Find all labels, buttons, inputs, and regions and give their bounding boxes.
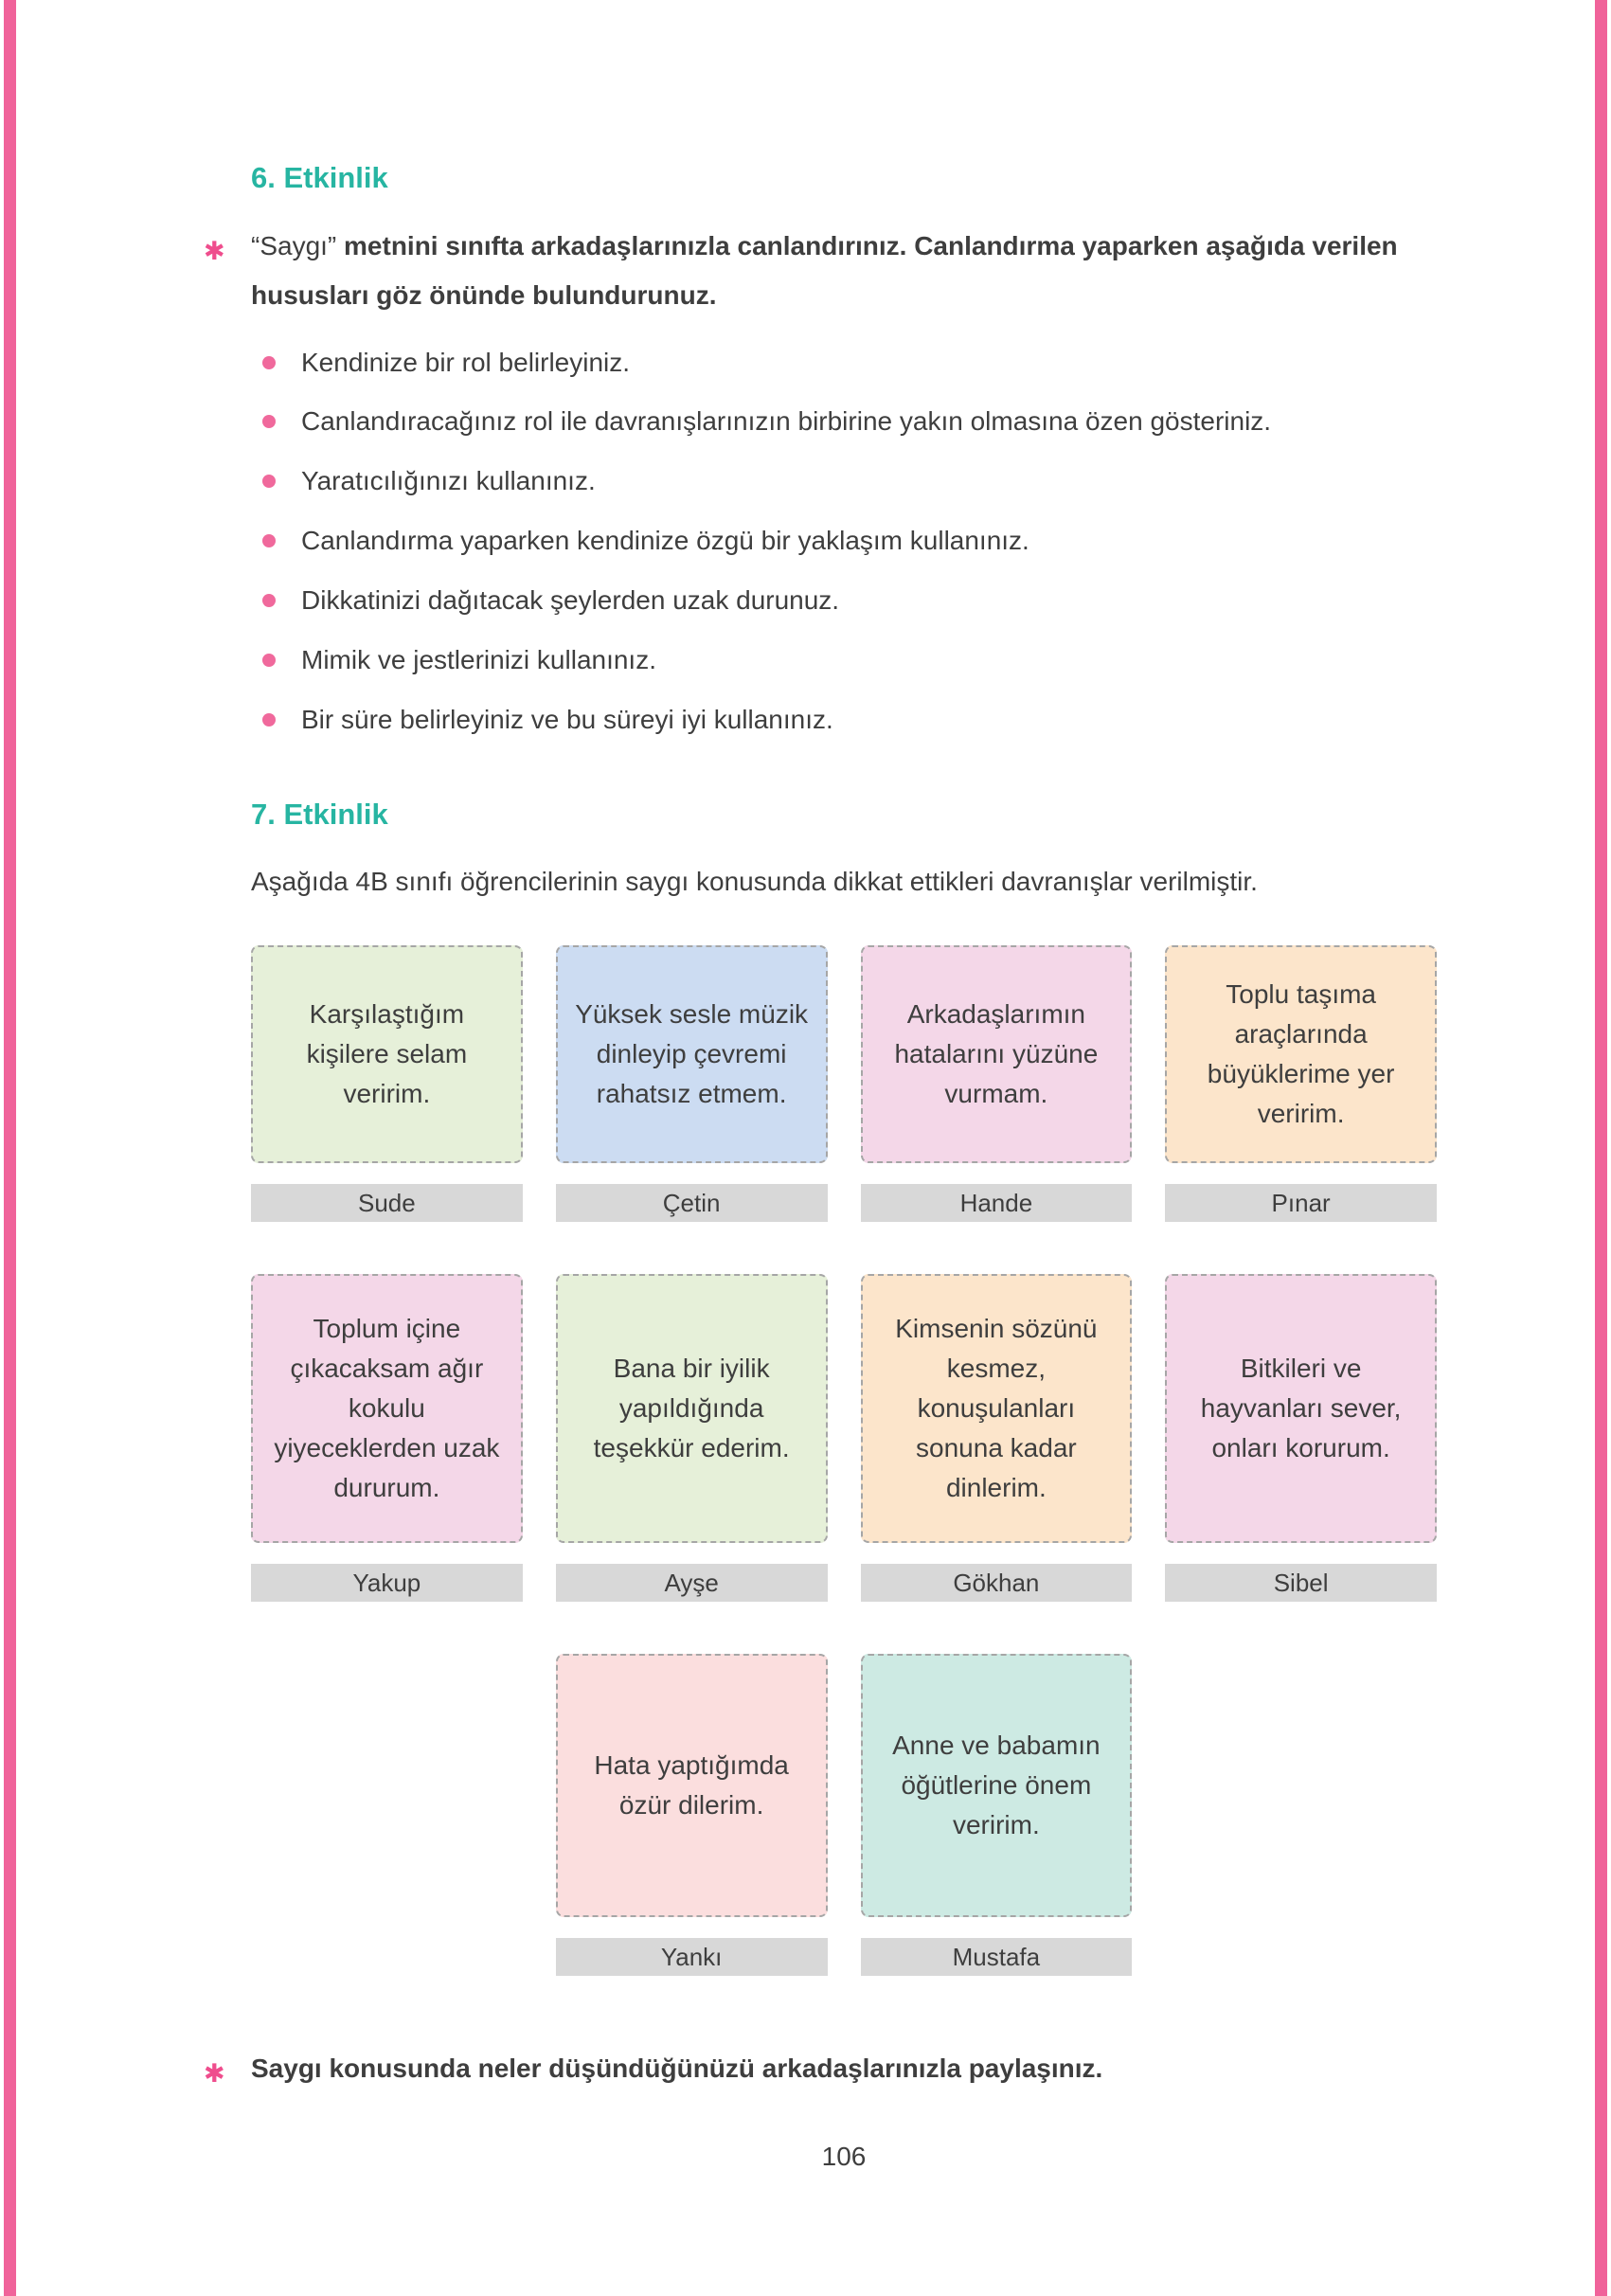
list-item-text: Canlandırma yaparken kendinize özgü bir yaklaşım kullanınız. bbox=[301, 526, 1029, 556]
card-row-2 bbox=[251, 1274, 1437, 1602]
list-item bbox=[251, 457, 1437, 505]
list-item-text: Kendinize bir rol belirleyiniz. bbox=[301, 347, 631, 377]
card-cell bbox=[861, 1274, 1133, 1602]
list-item-text: Mimik ve jestlerinizi kullanınız. bbox=[301, 644, 656, 674]
activity6-intro bbox=[204, 222, 1437, 320]
student-name-label: Mustafa bbox=[861, 1938, 1133, 1976]
activity6-title: 6. Etkinlik bbox=[251, 161, 388, 194]
card-cell bbox=[251, 1274, 523, 1602]
list-item bbox=[251, 577, 1437, 624]
bullet-dot-icon bbox=[262, 654, 276, 667]
card-cell bbox=[251, 945, 523, 1222]
behavior-card-text: Anne ve babamın öğütlerine önem veririm. bbox=[892, 1731, 1101, 1840]
card-cell bbox=[556, 1654, 828, 1976]
bullet-dot-icon bbox=[262, 415, 276, 428]
behavior-card-text: Toplu taşıma araçlarında büyüklerime yer veririm. bbox=[1207, 979, 1395, 1129]
card-cell bbox=[556, 945, 828, 1222]
card-row-3 bbox=[251, 1654, 1437, 1976]
bullet-dot-icon bbox=[262, 713, 276, 726]
bullet-dot-icon bbox=[262, 594, 276, 607]
activity7-section bbox=[204, 798, 1437, 2172]
activity6-intro-text bbox=[251, 222, 1437, 320]
behavior-card-text: Arkadaşlarımın hatalarını yüzüne vurmam. bbox=[894, 999, 1099, 1109]
behavior-card-text: Yüksek sesle müzik dinleyip çevremi rahatsız etmem. bbox=[575, 999, 809, 1109]
student-name-label: Ayşe bbox=[556, 1564, 828, 1602]
card-row-1 bbox=[251, 945, 1437, 1222]
student-name-label: Yankı bbox=[556, 1938, 828, 1976]
activity7-closing bbox=[204, 2044, 1437, 2098]
behavior-card-text: Karşılaştığım kişilere selam veririm. bbox=[306, 999, 468, 1109]
card-cell bbox=[861, 1654, 1133, 1976]
behavior-card bbox=[251, 1274, 523, 1543]
behavior-card bbox=[861, 1654, 1133, 1917]
behavior-card-text: Bitkileri ve hayvanları sever, onları korurum. bbox=[1200, 1354, 1402, 1463]
activity7-closing-text: Saygı konusunda neler düşündüğünüzü arkadaşlarınızla paylaşınız. bbox=[251, 2054, 1103, 2084]
behavior-card bbox=[556, 1654, 828, 1917]
student-name-label: Çetin bbox=[556, 1184, 828, 1222]
card-cell bbox=[861, 945, 1133, 1222]
behavior-card-text: Toplum içine çıkacaksam ağır kokulu yiyeceklerden uzak dururum. bbox=[274, 1314, 500, 1503]
card-cell bbox=[556, 1274, 828, 1602]
behavior-card bbox=[1165, 1274, 1437, 1543]
activity6-bullet-list bbox=[251, 339, 1437, 744]
student-name-label: Sude bbox=[251, 1184, 523, 1222]
behavior-card bbox=[861, 1274, 1133, 1543]
student-name-label: Yakup bbox=[251, 1564, 523, 1602]
list-item-text: Yaratıcılığınızı kullanınız. bbox=[301, 466, 596, 496]
page-number: 106 bbox=[821, 2142, 867, 2172]
list-item bbox=[251, 339, 1437, 386]
card-cell bbox=[1165, 945, 1437, 1222]
bullet-dot-icon bbox=[262, 475, 276, 488]
behavior-card-text: Kimsenin sözünü kesmez, konuşulanları sonuna kadar dinlerim. bbox=[895, 1314, 1098, 1503]
list-item-text: Canlandıracağınız rol ile davranışlarınızın birbirine yakın olmasına özen gösteriniz. bbox=[301, 406, 1272, 437]
behavior-card bbox=[556, 1274, 828, 1543]
quoted-title: “Saygı” bbox=[251, 231, 337, 260]
behavior-card-text: Bana bir iyilik yapıldığında teşekkür ederim. bbox=[593, 1354, 790, 1463]
bullet-dot-icon bbox=[262, 356, 276, 369]
asterisk-icon: ✱ bbox=[204, 237, 225, 265]
page-content bbox=[204, 161, 1437, 2172]
behavior-card bbox=[861, 945, 1133, 1163]
activity7-title: 7. Etkinlik bbox=[251, 798, 388, 832]
list-item bbox=[251, 398, 1437, 445]
card-cell bbox=[1165, 1274, 1437, 1602]
activity7-intro: Aşağıda 4B sınıfı öğrencilerinin saygı konusunda dikkat ettikleri davranışlar verilmiştir. bbox=[251, 867, 1258, 897]
activity6-instruction: metnini sınıfta arkadaşlarınızla canlandırınız. Canlandırma yaparken aşağıda verilen hususları göz önünde bulundurunuz. bbox=[251, 231, 1398, 310]
list-item-text: Bir süre belirleyiniz ve bu süreyi iyi kullanınız. bbox=[301, 704, 833, 734]
behavior-card-text: Hata yaptığımda özür dilerim. bbox=[594, 1750, 789, 1821]
bullet-dot-icon bbox=[262, 534, 276, 547]
student-name-label: Sibel bbox=[1165, 1564, 1437, 1602]
list-item bbox=[251, 637, 1437, 684]
list-item bbox=[251, 517, 1437, 565]
student-name-label: Hande bbox=[861, 1184, 1133, 1222]
student-name-label: Gökhan bbox=[861, 1564, 1133, 1602]
asterisk-icon: ✱ bbox=[204, 2059, 225, 2089]
student-name-label: Pınar bbox=[1165, 1184, 1437, 1222]
behavior-card bbox=[251, 945, 523, 1163]
behavior-card bbox=[556, 945, 828, 1163]
behavior-card bbox=[1165, 945, 1437, 1163]
list-item-text: Dikkatinizi dağıtacak şeylerden uzak durunuz. bbox=[301, 584, 840, 615]
list-item bbox=[251, 696, 1437, 744]
